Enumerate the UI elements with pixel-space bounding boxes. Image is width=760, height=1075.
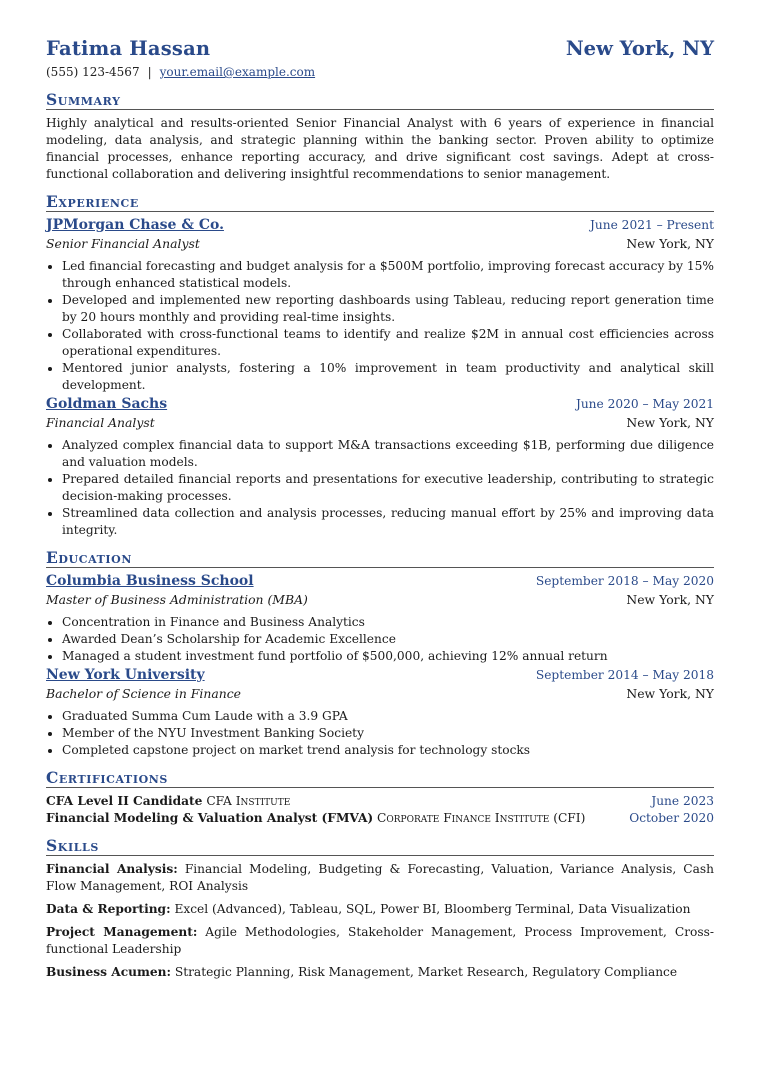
- highlight-item: • Member of the NYU Investment Banking Society: [62, 725, 714, 742]
- skill-group: [46, 924, 714, 958]
- skill-list: Strategic Planning, Risk Management, Market Research, Regulatory Compliance: [174, 965, 678, 979]
- skill-label: Business Acumen:: [46, 965, 171, 979]
- job-title: Financial Analyst: [46, 415, 155, 430]
- school-name: Columbia Business School: [46, 573, 254, 589]
- highlight-item: • Concentration in Finance and Business Analytics: [62, 614, 714, 631]
- employer-name: JPMorgan Chase & Co.: [46, 217, 224, 233]
- achievement-item: • Developed and implemented new reporting dashboards using Tableau, reducing report generation time by 20 hours monthly and providing real-time insights.: [62, 292, 714, 326]
- experience-entry: [46, 217, 714, 394]
- employment-dates: June 2020 – May 2021: [575, 397, 714, 411]
- section-title-experience: Experience: [46, 192, 714, 212]
- achievement-list: [46, 258, 714, 394]
- achievement-item: • Prepared detailed financial reports and presentations for executive leadership, contributing to strategic decision-making processes.: [62, 471, 714, 505]
- phone-number: (555) 123-4567: [46, 65, 140, 79]
- highlight-item: • Graduated Summa Cum Laude with a 3.9 GPA: [62, 708, 714, 725]
- candidate-name: Fatima Hassan: [46, 37, 211, 60]
- education-entry: [46, 667, 714, 759]
- education-entry: [46, 573, 714, 665]
- skill-list: Agile Methodologies, Stakeholder Management, Process Improvement, Cross-functional Leadership: [46, 925, 715, 956]
- highlight-item: • Managed a student investment fund portfolio of $500,000, achieving 12% annual return: [62, 648, 714, 665]
- certification-row: [46, 810, 714, 827]
- skill-label: Data & Reporting:: [46, 902, 171, 916]
- section-title-education: Education: [46, 548, 714, 568]
- skill-list: Financial Modeling, Budgeting & Forecasting, Valuation, Variance Analysis, Cash Flow Management, ROI Analysis: [46, 862, 715, 893]
- employment-dates: June 2021 – Present: [590, 218, 714, 232]
- degree-title: Bachelor of Science in Finance: [46, 686, 241, 701]
- highlight-item: • Awarded Dean’s Scholarship for Academic Excellence: [62, 631, 714, 648]
- skill-group: [46, 861, 714, 895]
- email-link[interactable]: your.email@example.com: [159, 65, 316, 79]
- resume-header: [46, 37, 714, 60]
- education-dates: September 2014 – May 2018: [535, 668, 714, 682]
- skill-label: Project Management:: [46, 925, 198, 939]
- school-location: New York, NY: [626, 686, 714, 701]
- achievement-item: • Led financial forecasting and budget analysis for a $500M portfolio, improving forecast accuracy by 15% through enhanced statistical models.: [62, 258, 714, 292]
- achievement-item: • Mentored junior analysts, fostering a 10% improvement in team productivity and analytical skill development.: [62, 360, 714, 394]
- achievement-item: • Collaborated with cross-functional teams to identify and realize $2M in annual cost efficiencies across operational expenditures.: [62, 326, 714, 360]
- achievement-item: • Analyzed complex financial data to support M&A transactions exceeding $1B, performing due diligence and valuation models.: [62, 437, 714, 471]
- education-highlights: [46, 708, 714, 759]
- highlight-item: • Completed capstone project on market trend analysis for technology stocks: [62, 742, 714, 759]
- skill-label: Financial Analysis:: [46, 862, 178, 876]
- certification-date: June 2023: [651, 794, 714, 808]
- skill-group: [46, 964, 714, 981]
- job-title: Senior Financial Analyst: [46, 236, 200, 251]
- achievement-list: [46, 437, 714, 539]
- summary-text: Highly analytical and results-oriented Senior Financial Analyst with 6 years of experience in financial modeling, data analysis, and strategic planning within the banking sector. Proven ability to optimize financial processes, enhance reporting accuracy, and drive significant cost savings. Adept at cross-functional collaboration and delivering insightful recommendations to senior management.: [46, 116, 714, 181]
- employer-name: Goldman Sachs: [46, 396, 168, 412]
- contact-separator: |: [147, 65, 152, 79]
- certification-name: CFA Level II Candidate: [46, 794, 203, 808]
- certification-name: Financial Modeling & Valuation Analyst (FMVA): [46, 811, 374, 825]
- school-location: New York, NY: [626, 592, 714, 607]
- job-location: New York, NY: [626, 415, 714, 430]
- section-title-certifications: Certifications: [46, 768, 714, 788]
- degree-title: Master of Business Administration (MBA): [46, 592, 308, 607]
- certification-issuer: Corporate Finance Institute (CFI): [377, 811, 586, 825]
- skill-list: Excel (Advanced), Tableau, SQL, Power BI, Bloomberg Terminal, Data Visualization: [174, 902, 691, 916]
- school-name: New York University: [46, 667, 205, 683]
- experience-entry: [46, 396, 714, 539]
- certification-date: October 2020: [629, 811, 714, 825]
- achievement-item: • Streamlined data collection and analysis processes, reducing manual effort by 25% and improving data integrity.: [62, 505, 714, 539]
- skill-group: [46, 901, 714, 918]
- job-location: New York, NY: [626, 236, 714, 251]
- contact-line: [46, 64, 714, 81]
- certification-issuer: CFA Institute: [206, 794, 291, 808]
- certification-row: [46, 793, 714, 810]
- education-highlights: [46, 614, 714, 665]
- section-title-summary: Summary: [46, 90, 714, 110]
- section-title-skills: Skills: [46, 836, 714, 856]
- candidate-location: New York, NY: [565, 37, 714, 60]
- education-dates: September 2018 – May 2020: [535, 574, 714, 588]
